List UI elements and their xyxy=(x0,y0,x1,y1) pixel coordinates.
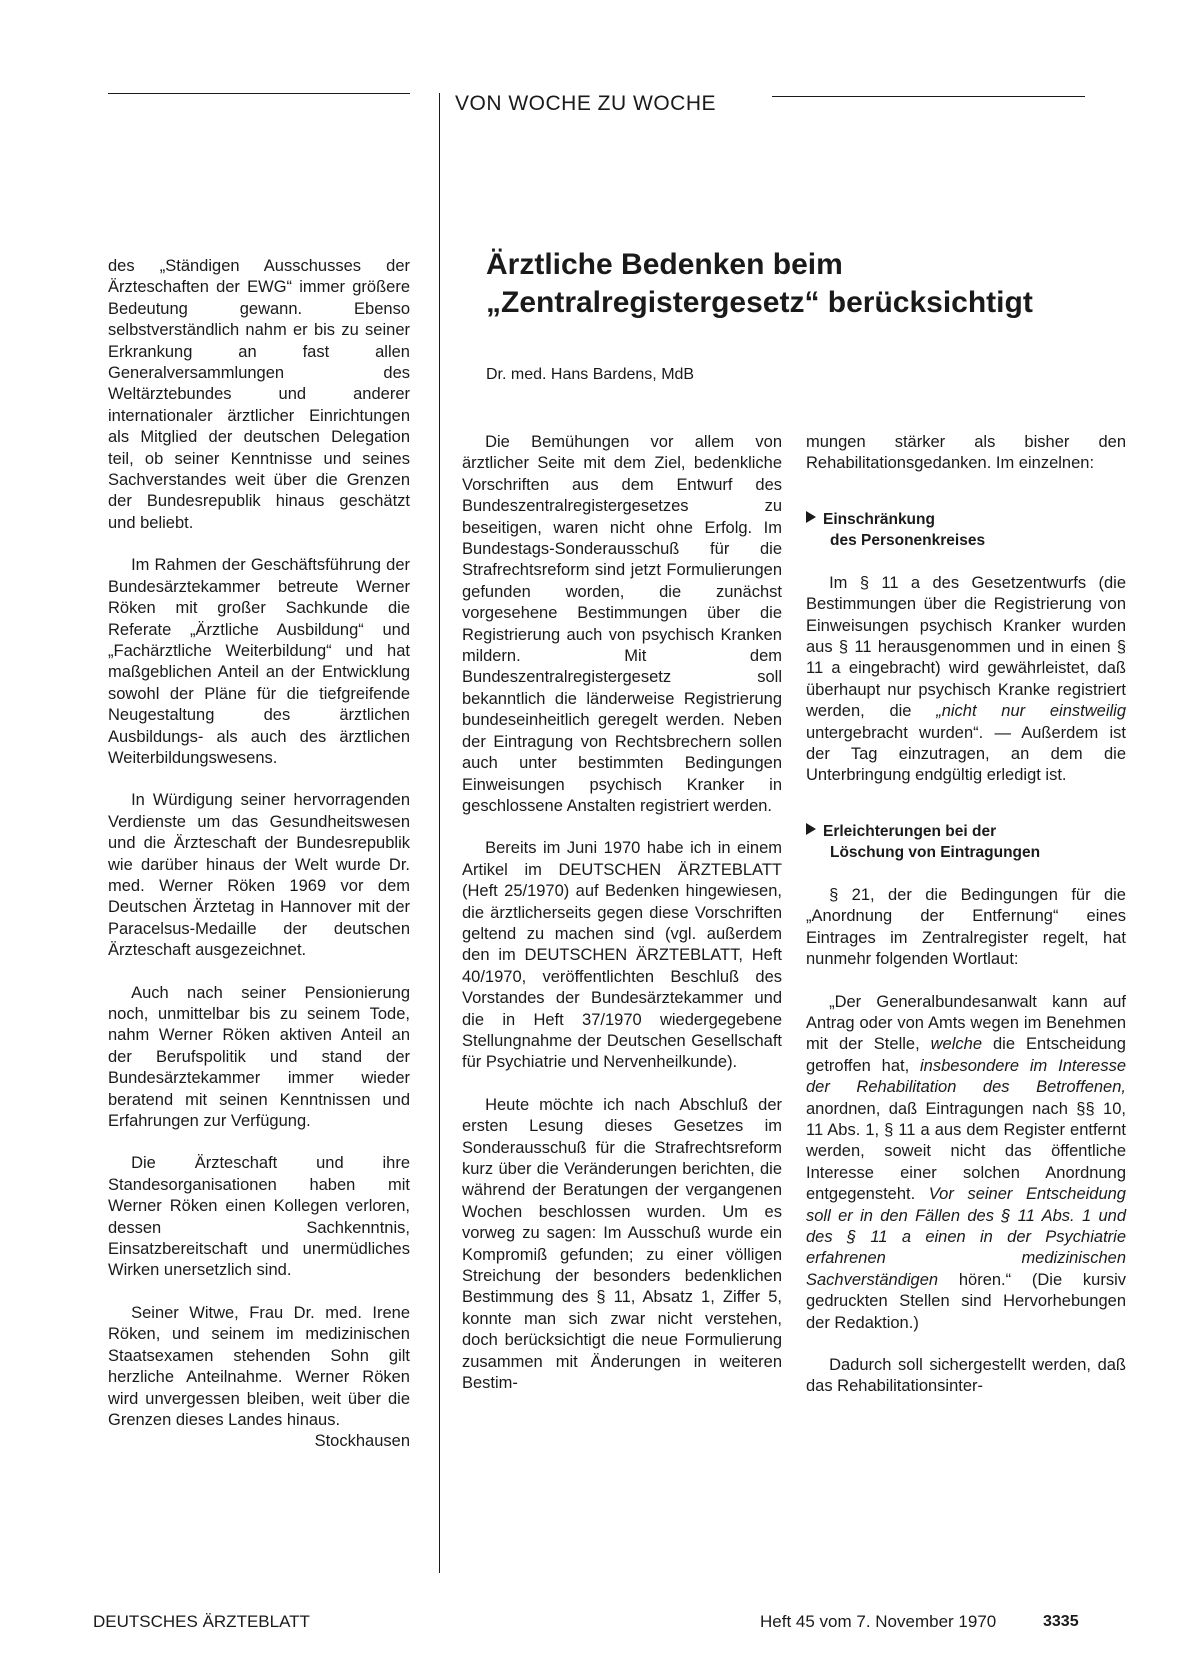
header-rule-left xyxy=(108,93,410,94)
obituary-signature: Stockhausen xyxy=(314,1432,410,1451)
left-paragraph: Die Ärzteschaft und ihre Standesorganisationen haben mit Werner Röken einen Kollegen verloren, dessen Sachkenntnis, Einsatzbereitschaft und unermüdliches Wirken unersetzlich sind. xyxy=(108,1154,410,1280)
text-segment: die Entscheidung getroffen hat, xyxy=(806,1035,1126,1075)
middle-column xyxy=(462,432,782,1394)
page-number: 3335 xyxy=(1043,1613,1079,1630)
text-segment: Im § 11 a des Gesetzentwurfs (die Bestimmungen über die Registrierung von Einweisungen psychisch Kranker wurden aus § 11 herausgenommen und in einen § 11 a eingebracht) wird gewährleistet, daß überhaupt nur psychisch Kranke registriert werden, die xyxy=(806,573,1126,721)
footer-journal: DEUTSCHES ÄRZTEBLATT xyxy=(93,1612,310,1631)
left-paragraph: In Würdigung seiner hervorragenden Verdienste um das Gesundheitswesen und die Ärzteschaft der Bundesrepublik wie darüber hinaus der Welt wurde Dr. med. Werner Röken 1969 vor dem Deutschen Ärztetag in Hannover mit der Paracelsus-Medaille der deutschen Ärzteschaft ausgezeichnet. xyxy=(108,791,410,960)
subheading-line2: Löschung von Eintragungen xyxy=(830,843,1041,861)
article-author: Dr. med. Hans Bardens, MdB xyxy=(486,366,695,383)
left-paragraph: Seiner Witwe, Frau Dr. med. Irene Röken, und seinem im medizinischen Staatsexamen stehenden Sohn gilt herzliche Anteilnahme. Werner Röken wird unvergessen bleiben, weit über die Grenzen dieses Landes hinaus. xyxy=(108,1303,410,1429)
left-paragraph: Im Rahmen der Geschäftsführung der Bundesärztekammer betreute Werner Röken mit großer Sachkunde die Referate „Ärztliche Ausbildung“ und „Fachärztliche Weiterbildung“ und hat maßgeblichen Anteil an der Entwicklung sowohl der Pläne für die tiefgreifende Neugestaltung des ärztlichen Ausbildungs- als auch des ärztlichen Weiterbildungswesens. xyxy=(108,556,410,767)
left-column xyxy=(108,256,410,1474)
italic-segment: Vor seiner Entscheidung soll er in den Fällen des § 11 Abs. 1 und des § 11 a einen in der Psychiatrie erfahrenen medizinischen Sachverständigen xyxy=(806,1185,1126,1289)
subheading-einschraenkung xyxy=(806,509,1126,551)
footer-issue: Heft 45 vom 7. November 1970 xyxy=(760,1612,997,1631)
article-title-line1: Ärztliche Bedenken beim xyxy=(486,248,843,281)
column-divider xyxy=(439,93,440,1573)
triangle-bullet-icon xyxy=(806,823,816,835)
subheading-line1: Einschränkung xyxy=(823,510,935,528)
middle-paragraph: Heute möchte ich nach Abschluß der ersten Lesung dieses Gesetzes im Sonderausschuß für die Strafrechtsreform kurz über die Veränderungen berichten, die während der Beratungen der vergangenen Wochen beschlossen wurden. Um es vorweg zu sagen: Im Ausschuß wurde ein Kompromiß gefunden; zu einer völligen Streichung der besonders bedenklichen Bestimmung des § 11, Absatz 1, Ziffer 5, konnte man sich zwar nicht verstehen, doch berücksichtigt die neue Formulierung zusammen mit Änderungen in weiteren Bestim- xyxy=(462,1095,782,1393)
header-rule-right xyxy=(772,96,1085,97)
italic-segment: welche xyxy=(930,1035,983,1054)
middle-paragraph: Bereits im Juni 1970 habe ich in einem Artikel im DEUTSCHEN ÄRZTEBLATT (Heft 25/1970) auf Bedenken hingewiesen, die ärztlicherseits gegen diese Vorschriften geltend zu machen sind (vgl. außerdem den im DEUTSCHEN ÄRZTEBLATT, Heft 40/1970, veröffentlichten Beschluß des Vorstandes der Bundesärztekammer und die in Heft 37/1970 wiedergegebene Stellungnahme der Deutschen Gesellschaft für Psychiatrie und Nervenheilkunde). xyxy=(462,839,782,1072)
section-title: VON WOCHE ZU WOCHE xyxy=(455,92,716,115)
text-segment: untergebracht wurden“. — Außerdem ist der Tag einzutragen, an dem die Unterbringung endgültig erledigt ist. xyxy=(806,723,1126,785)
right-paragraph xyxy=(806,573,1126,787)
middle-paragraph: Die Bemühungen vor allem von ärztlicher Seite mit dem Ziel, bedenkliche Vorschriften aus dem Entwurf des Bundeszentralregistergesetzes zu beseitigen, waren nicht ohne Erfolg. Im Bundestags-Sonderausschuß für die Strafrechtsreform sind jetzt Formulierungen gefunden worden, die zunächst vorgesehene Bestimmungen über die Registrierung auch von psychisch Kranken mildern. Mit dem Bundeszentralregistergesetz soll bekanntlich die länderweise Registrierung bundeseinheitlich geregelt werden. Neben der Eintragung von Rechtsbrechern sollen auch unter bestimmten Bedingungen Einweisungen psychisch Kranker in geschlossene Anstalten registriert werden. xyxy=(462,433,782,815)
right-column xyxy=(806,432,1126,1398)
right-paragraph: § 21, der die Bedingungen für die „Anordnung der Entfernung“ eines Eintrages im Zentralregister regelt, hat nunmehr folgenden Wortlaut: xyxy=(806,885,1126,969)
text-segment: „Der Generalbundesanwalt kann auf Antrag oder von Amts wegen im Benehmen mit der Stelle, xyxy=(806,992,1126,1054)
article-heading xyxy=(486,246,1126,322)
italic-segment: insbesondere im Interesse der Rehabilitation des Betroffenen, xyxy=(806,1056,1126,1097)
text-segment: anordnen, daß Eintragungen nach §§ 10, 11 Abs. 1, § 11 a aus dem Register entfernt werden, soweit nicht das öffentliche Interesse einer solchen Anordnung entgegensteht. xyxy=(806,1099,1126,1204)
article-title-line2: „Zentralregistergesetz“ berücksichtigt xyxy=(486,286,1033,319)
right-paragraph: Dadurch soll sichergestellt werden, daß das Rehabilitationsinter- xyxy=(806,1356,1126,1396)
triangle-bullet-icon xyxy=(806,511,816,523)
left-paragraph: des „Ständigen Ausschusses der Ärzteschaften der EWG“ immer größere Bedeutung gewann. Ebenso selbstverständlich nahm er bis zu seiner Erkrankung an fast allen Generalversammlungen des Weltärztebundes und anderer internationaler ärztlicher Einrichtungen als Mitglied der deutschen Delegation teil, ob seiner Kenntnisse und seines Sachverstandes weit über die Grenzen der Bundesrepublik hinaus geschätzt und beliebt. xyxy=(108,257,410,532)
subheading-line1: Erleichterungen bei der xyxy=(823,822,997,840)
italic-segment: „nicht nur einstweilig xyxy=(936,702,1126,721)
subheading-line2: des Personenkreises xyxy=(830,531,986,549)
right-intro: mungen stärker als bisher den Rehabilitationsgedanken. Im einzelnen: xyxy=(806,433,1126,473)
law-quote xyxy=(806,992,1126,1335)
subheading-erleichterungen xyxy=(806,821,1126,863)
left-paragraph: Auch nach seiner Pensionierung noch, unmittelbar bis zu seinem Tode, nahm Werner Röken aktiven Anteil an der Berufspolitik und stand der Bundesärztekammer immer wieder beratend mit seinen Kenntnissen und Erfahrungen zur Verfügung. xyxy=(108,983,410,1131)
text-segment: hören.“ (Die kursiv gedruckten Stellen sind Hervorhebungen der Redaktion.) xyxy=(806,1270,1126,1332)
